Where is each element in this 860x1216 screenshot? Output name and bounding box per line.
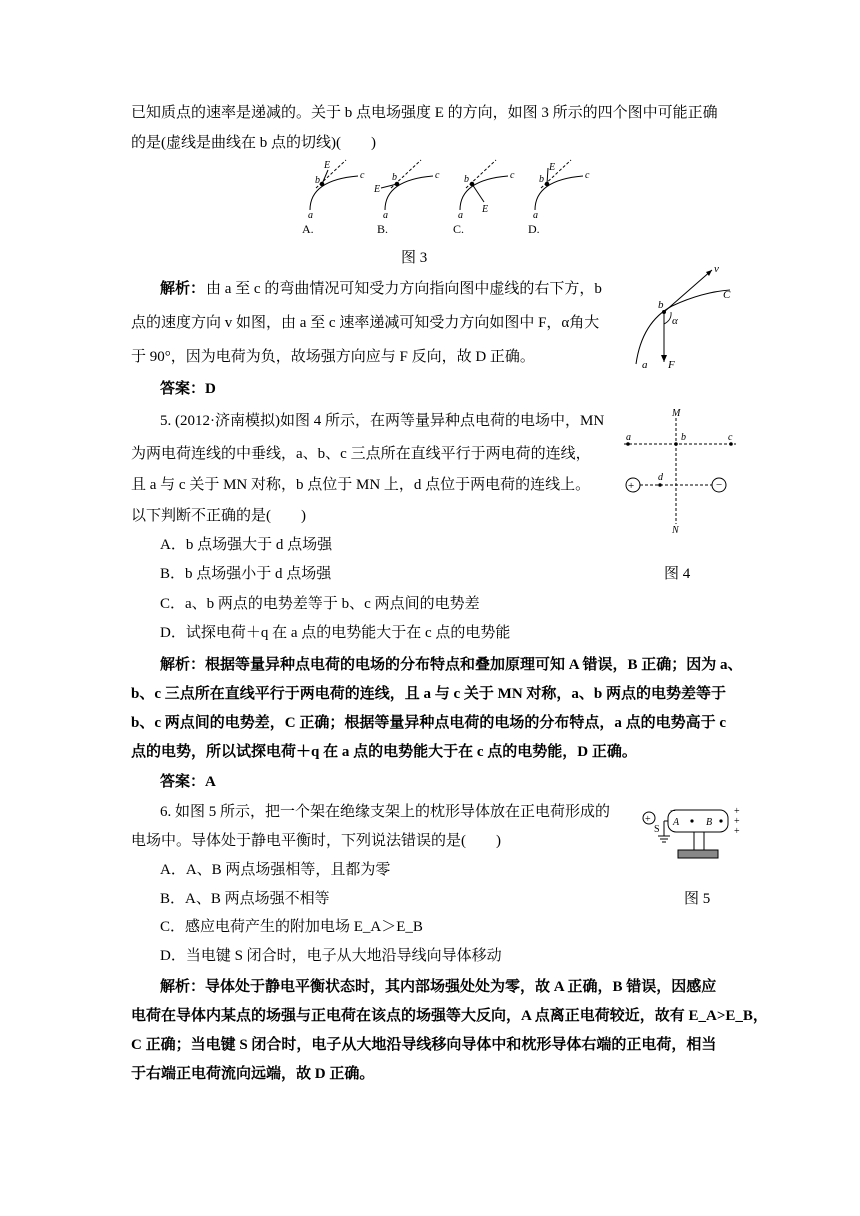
q5-text-line-2: 为两电荷连线的中垂线，a、b、c 三点所在直线平行于两电荷的连线， <box>131 446 591 462</box>
fig3-label-b: B. <box>377 222 389 236</box>
svg-text:F: F <box>668 359 675 371</box>
q6-option-a: A．A、B 两点场强相等，且都为零 <box>160 862 391 878</box>
q5-answer: 答案：A <box>160 774 216 790</box>
svg-text:+: + <box>628 480 635 492</box>
svg-text:S: S <box>654 824 660 835</box>
svg-text:E: E <box>324 160 331 171</box>
svg-text:+: + <box>645 814 651 825</box>
force-diagram <box>622 262 742 372</box>
q5-text-line-1: 5. (2012·济南模拟)如图 4 所示，在两等量异种点电荷的电场中，MN <box>160 413 605 429</box>
figure-3 <box>298 158 598 238</box>
q6-text-line-2: 电场中。导体处于静电平衡时，下列说法错误的是( ) <box>131 833 501 849</box>
svg-text:a: a <box>642 359 648 371</box>
figure-4 <box>618 406 743 536</box>
fig4-caption: 图 4 <box>664 566 691 582</box>
svg-text:c: c <box>585 170 590 181</box>
svg-text:d: d <box>658 472 663 483</box>
svg-text:A: A <box>673 817 680 828</box>
q4-text-line-2: 的是(虚线是曲线在 b 点的切线)( ) <box>131 135 376 151</box>
svg-text:a: a <box>308 210 313 221</box>
q5-option-a: A．b 点场强大于 d 点场强 <box>160 537 333 553</box>
svg-text:C: C <box>723 289 731 301</box>
svg-text:b: b <box>658 299 664 311</box>
svg-text:c: c <box>510 170 515 181</box>
svg-text:b: b <box>392 172 397 183</box>
svg-text:α: α <box>672 315 678 327</box>
q5-analysis-line-3: b、c 两点间的电势差，C 正确；根据等量异种点电荷的电场的分布特点，a 点的电势高于 c <box>131 715 726 731</box>
svg-text:B: B <box>706 817 713 828</box>
fig3-caption: 图 3 <box>401 250 428 266</box>
q6-option-b: B．A、B 两点场强不相等 <box>160 891 330 907</box>
q6-analysis-line-4: 于右端正电荷流向远端，故 D 正确。 <box>131 1066 375 1082</box>
svg-text:a: a <box>458 210 463 221</box>
q5-analysis-line-4: 点的电势，所以试探电荷＋q 在 a 点的电势能大于在 c 点的电势能，D 正确。 <box>131 744 637 760</box>
q4-analysis-line-1: 由 a 至 c 的弯曲情况可知受力方向指向图中虚线的右下方，b <box>206 281 602 297</box>
svg-text:a: a <box>626 432 631 443</box>
svg-text:E: E <box>374 184 381 195</box>
q4-text-line-1: 已知质点的速率是递减的。关于 b 点电场强度 E 的方向，如图 3 所示的四个图中可能正确 <box>131 105 718 121</box>
q4-analysis-line-2: 点的速度方向 v 如图，由 a 至 c 速率递减可知受力方向如图中 F，α角大 <box>131 315 600 331</box>
q5-option-c: C．a、b 两点的电势差等于 b、c 两点间的电势差 <box>160 596 480 612</box>
q4-analysis-line-3: 于 90°，因为电荷为负，故场强方向应与 F 反向，故 D 正确。 <box>131 349 535 365</box>
q5-analysis-line-1: 解析：根据等量异种点电荷的电场的分布特点和叠加原理可知 A 错误，B 正确；因为 a、 <box>160 657 743 673</box>
svg-text:−: − <box>716 479 723 491</box>
svg-text:a: a <box>383 210 388 221</box>
svg-text:b: b <box>315 175 320 186</box>
svg-text:N: N <box>672 525 679 536</box>
fig3-label-c: C. <box>453 222 465 236</box>
fig3-label-a: A. <box>302 222 314 236</box>
q5-analysis-line-2: b、c 三点所在直线平行于两电荷的连线，且 a 与 c 关于 MN 对称，a、b 两点的电势差等于 <box>131 686 726 702</box>
q5-option-b: B．b 点场强小于 d 点场强 <box>160 566 332 582</box>
q6-option-d: D．当电键 S 闭合时，电子从大地沿导线向导体移动 <box>160 948 502 964</box>
svg-text:c: c <box>728 432 733 443</box>
q5-option-d: D．试探电荷＋q 在 a 点的电势能大于在 c 点的电势能 <box>160 625 511 641</box>
fig3-label-d: D. <box>528 222 540 236</box>
q5-text-line-4: 以下判断不正确的是( ) <box>131 508 306 524</box>
q6-text-line-1: 6. 如图 5 所示，把一个架在绝缘支架上的枕形导体放在正电荷形成的 <box>160 804 611 820</box>
q6-analysis-line-2: 电荷在导体内某点的场强与正电荷在该点的场强等大反向，A 点离正电荷较近，故有 E_A>E_B， <box>131 1008 768 1024</box>
svg-text:v: v <box>714 263 719 275</box>
svg-text:E: E <box>482 204 489 215</box>
fig5-caption: 图 5 <box>684 891 711 907</box>
svg-text:+: + <box>734 806 740 817</box>
q5-text-line-3: 且 a 与 c 关于 MN 对称，b 点位于 MN 上，d 点位于两电荷的连线上。 <box>131 477 591 493</box>
svg-text:c: c <box>360 170 365 181</box>
svg-text:+: + <box>734 826 740 837</box>
q6-analysis-line-1: 解析：导体处于静电平衡状态时，其内部场强处处为零，故 A 正确，B 错误，因感应 <box>160 979 717 995</box>
svg-text:c: c <box>435 170 440 181</box>
svg-text:−: − <box>670 806 676 817</box>
q4-answer: 答案：D <box>160 381 216 397</box>
svg-text:b: b <box>539 174 544 185</box>
q4-analysis-label: 解析： <box>160 281 206 297</box>
figure-5 <box>640 804 750 864</box>
q6-option-c: C．感应电荷产生的附加电场 E_A＞E_B <box>160 919 423 935</box>
svg-text:+: + <box>734 816 740 827</box>
svg-text:E: E <box>549 162 556 173</box>
svg-text:b: b <box>464 174 469 185</box>
svg-text:a: a <box>533 210 538 221</box>
svg-text:M: M <box>672 408 681 419</box>
svg-text:b: b <box>681 432 686 443</box>
q6-analysis-line-3: C 正确；当电键 S 闭合时，电子从大地沿导线移向导体中和枕形导体右端的正电荷，相当 <box>131 1037 717 1053</box>
